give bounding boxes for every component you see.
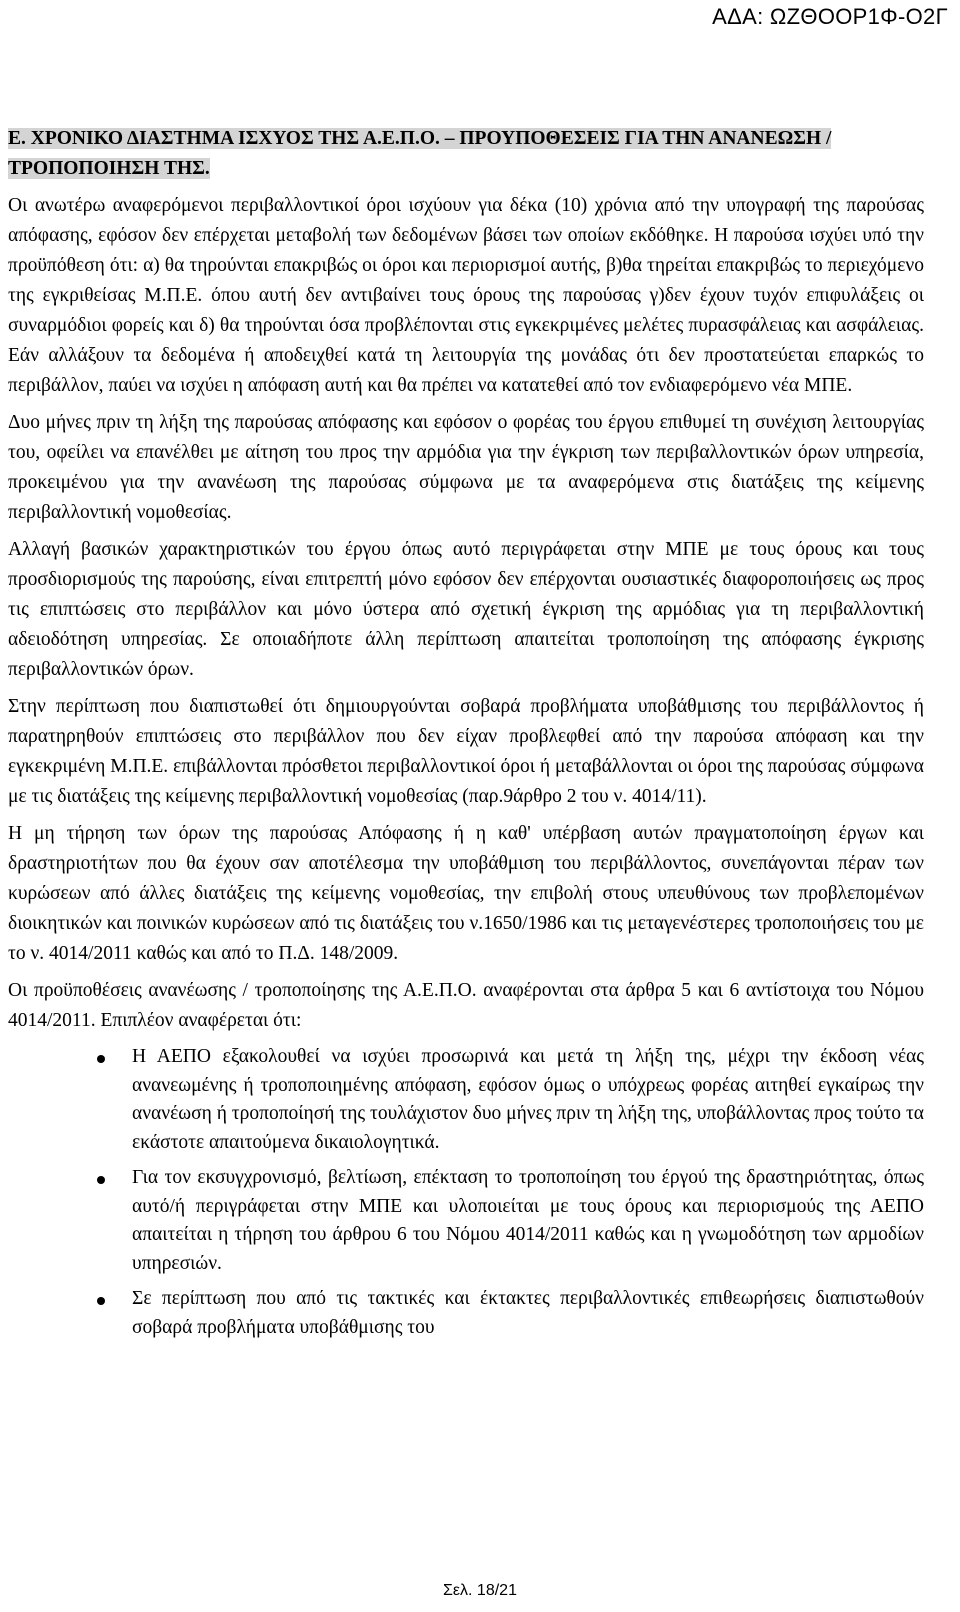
paragraph-additional-terms: Στην περίπτωση που διαπιστωθεί ότι δημιουργούνται σοβαρά προβλήματα υποβάθμισης του περιβάλλοντος ή παρατηρηθούν επιπτώσεις στο περιβάλλον που δεν είχαν προβλεφθεί από την παρούσα απόφαση και την εγκεκριμένη Μ.Π.Ε. επιβάλλονται πρόσθετοι περιβαλλοντικοί όροι ή μεταβάλλονται οι όροι της παρούσας σύμφωνα με τις διατάξεις της κείμενης περιβαλλοντική νομοθεσίας (παρ.9άρθρο 2 του ν. 4014/11). [8, 696, 924, 807]
paragraph-project-changes: Αλλαγή βασικών χαρακτηριστικών του έργου όπως αυτό περιγράφεται στην ΜΠΕ με τους όρους και τους προσδιορισμούς της παρούσης, είναι επιτρεπτή μόνο εφόσον δεν επέρχονται ουσιαστικές διαφοροποιήσεις ως προς τις επιπτώσεις στο περιβάλλον και μόνο ύστερα από σχετική έγκριση της αρμόδιας για τη περιβαλλοντική αδειοδότηση υπηρεσίας. Σε οποιαδήποτε άλλη περίπτωση απαιτείται τροποποίηση της απόφασης έγκρισης περιβαλλοντικών όρων. [8, 539, 924, 680]
paragraph-validity: Οι ανωτέρω αναφερόμενοι περιβαλλοντικοί όροι ισχύουν για δέκα (10) χρόνια από την υπογραφή της παρούσας απόφασης, εφόσον δεν επέρχεται μεταβολή των δεδομένων βάσει των οποίων εκδόθηκε. Η παρούσα ισχύει υπό την προϋπόθεση ότι: α) θα τηρούνται επακριβώς οι όροι και περιορισμοί αυτής, β)θα τηρείται επακριβώς το περιεχόμενο της εγκριθείσας Μ.Π.Ε. όπου αυτή δεν αντιβαίνει τους όρους της παρούσας γ)δεν έχουν τυχόν επιφυλάξεις οι συναρμόδιοι φορείς και δ) θα τηρούνται όσα προβλέπονται στις εγκεκριμένες μελέτες πυρασφάλειας και ασφάλειας. Εάν αλλάξουν τα δεδομένα ή αποδειχθεί κατά τη λειτουργία της μονάδας ότι δεν προστατεύεται επαρκώς το περιβάλλον, παύει να ισχύει η απόφαση αυτή και θα πρέπει να κατατεθεί από τον ενδιαφερόμενο νέα ΜΠΕ. [8, 195, 924, 396]
ada-code: ΑΔΑ: ΩΖΘΟΟΡ1Φ-Ο2Γ [712, 4, 948, 29]
list-item [8, 1043, 924, 1157]
paragraph-renewal-conditions: Οι προϋποθέσεις ανανέωσης / τροποποίησης της Α.Ε.Π.Ο. αναφέρονται στα άρθρα 5 και 6 αντίστοιχα του Νόμου 4014/2011. Επιπλέον αναφέρεται ότι: [8, 980, 924, 1031]
list-item-text: Η ΑΕΠΟ εξακολουθεί να ισχύει προσωρινά και μετά τη λήξη της, μέχρι την έκδοση νέας ανανεωμένης ή τροποποιημένης απόφαση, εφόσον όμως ο υπόχρεως φορέας αιτηθεί εγκαίρως την ανανέωση ή τροποποίησή της τουλάχιστον δυο μήνες πριν τη λήξη της, υποβάλλοντας προς τούτο τα εκάστοτε απαιτούμενα δικαιολογητικά. [132, 1046, 924, 1153]
list-item [8, 1164, 924, 1278]
bullet-icon [97, 1055, 105, 1063]
paragraph-penalties: Η μη τήρηση των όρων της παρούσας Απόφασης ή η καθ' υπέρβαση αυτών πραγματοποίηση έργων και δραστηριοτήτων που θα έχουν σαν αποτέλεσμα την υποβάθμιση του περιβάλλοντος, συνεπάγονται πέραν των κυρώσεων από άλλες διατάξεις της κείμενης νομοθεσίας, την επιβολή στους υπευθύνους των προβλεπομένων διοικητικών και ποινικών κυρώσεων από τις διατάξεις του ν.1650/1986 και τις μεταγενέστερες τροποποιήσεις του με το ν. 4014/2011 καθώς και από το Π.Δ. 148/2009. [8, 823, 924, 964]
list-item-text: Για τον εκσυγχρονισμό, βελτίωση, επέκταση το τροποποίηση του έργού της δραστηριότητας, όπως αυτό/ή περιγράφεται στην ΜΠΕ και υλοποιείται με τους όρους και περιορισμούς της ΑΕΠΟ απαιτείται η τήρηση του άρθρου 6 του Νόμου 4014/2011 καθώς και η γνωμοδότηση των αρμοδίων υπηρεσιών. [132, 1167, 924, 1274]
bullet-icon [97, 1176, 105, 1184]
conditions-list [8, 1043, 924, 1342]
section-heading [8, 124, 924, 184]
paragraph-renewal-request: Δυο μήνες πριν τη λήξη της παρούσας απόφασης και εφόσον ο φορέας του έργου επιθυμεί τη συνέχιση λειτουργίας του, οφείλει να επανέλθει με αίτηση του προς την αρμόδια για την έγκριση των περιβαλλοντικών όρων υπηρεσία, προκειμένου για την ανανέωση της παρούσας σύμφωνα με τα αναφερόμενα στις διατάξεις της κείμενης περιβαλλοντική νομοθεσίας. [8, 412, 924, 523]
list-item-text: Σε περίπτωση που από τις τακτικές και έκτακτες περιβαλλοντικές επιθεωρήσεις διαπιστωθούν σοβαρά προβλήματα υποβάθμισης του [132, 1288, 924, 1338]
bullet-icon [97, 1297, 105, 1305]
list-item [8, 1285, 924, 1342]
document-body [8, 124, 924, 1349]
page-number: Σελ. 18/21 [443, 1582, 517, 1599]
section-heading-text: Ε. ΧΡΟΝΙΚΟ ΔΙΑΣΤΗΜΑ ΙΣΧΥΟΣ ΤΗΣ Α.Ε.Π.Ο. – ΠΡΟΥΠΟΘΕΣΕΙΣ ΓΙΑ ΤΗΝ ΑΝΑΝΕΩΣΗ /ΤΡΟΠΟΠΟΙΗΣΗ ΤΗΣ. [8, 128, 832, 179]
